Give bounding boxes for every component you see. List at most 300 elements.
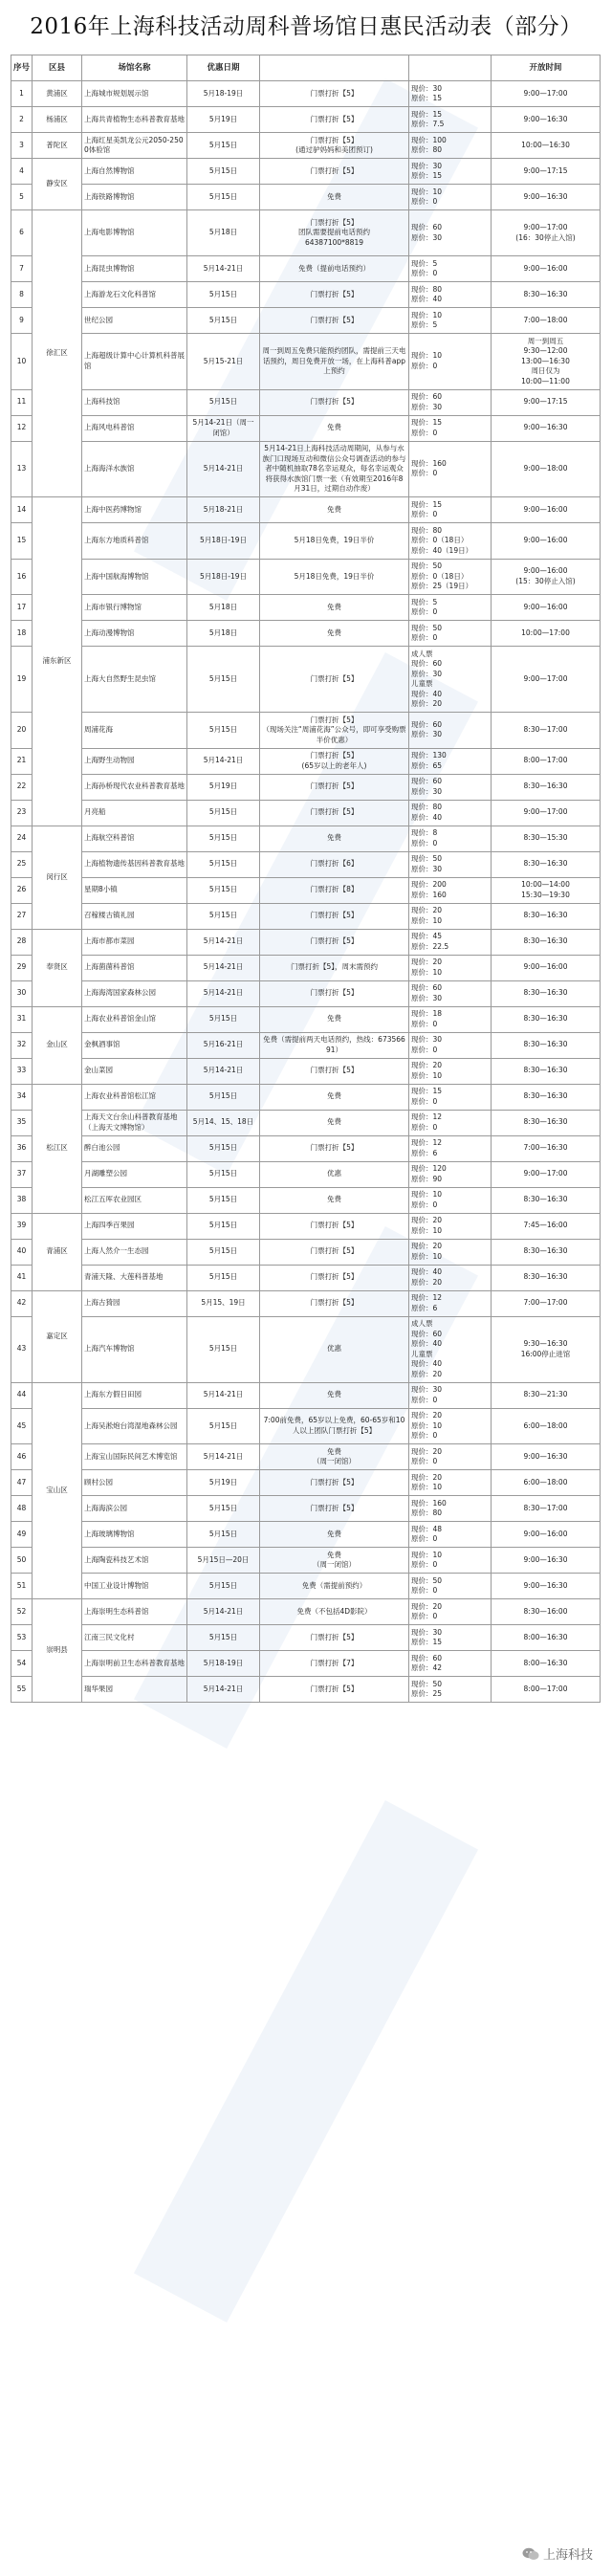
row-offer: 免费	[260, 1522, 409, 1548]
row-venue: 周浦花海	[82, 713, 187, 749]
row-price: 现价：60 原价：42	[409, 1651, 492, 1677]
row-number: 44	[11, 1382, 33, 1408]
row-venue: 上海电影博物馆	[82, 210, 187, 256]
row-date: 5月14-21日	[187, 1382, 260, 1408]
row-price: 现价：10 原价：0	[409, 1548, 492, 1574]
row-offer: 免费	[260, 1382, 409, 1408]
row-number: 52	[11, 1599, 33, 1625]
table-row	[11, 955, 601, 980]
row-price: 现价：20 原价：10	[409, 1213, 492, 1239]
row-date: 5月14-21日	[187, 1444, 260, 1470]
row-offer: 免费	[260, 415, 409, 441]
row-price: 现价：60 原价：30	[409, 713, 492, 749]
row-date: 5月18-21日	[187, 497, 260, 523]
row-venue: 世纪公园	[82, 308, 187, 334]
table-row	[11, 1496, 601, 1522]
row-price: 现价：50 原价：25	[409, 1677, 492, 1703]
row-date: 5月15日	[187, 1496, 260, 1522]
row-venue: 上海陶瓷科技艺术馆	[82, 1548, 187, 1574]
row-number: 53	[11, 1625, 33, 1651]
row-number: 25	[11, 851, 33, 877]
row-venue: 上海人然介一生态园	[82, 1239, 187, 1265]
table-row	[11, 980, 601, 1006]
row-number: 12	[11, 415, 33, 441]
row-offer: 优惠	[260, 1316, 409, 1382]
row-number: 3	[11, 133, 33, 159]
row-price: 现价：12 原价：6	[409, 1290, 492, 1316]
row-number: 23	[11, 800, 33, 826]
row-offer: 门票打折【5】 (通过驴妈妈和美团预订)	[260, 133, 409, 159]
row-offer: 门票打折【5】	[260, 159, 409, 185]
row-hours: 8:30—16:30	[492, 851, 601, 877]
row-offer: 门票打折【5】	[260, 107, 409, 133]
row-hours: 8:30—16:30	[492, 980, 601, 1006]
row-date: 5月15日	[187, 1084, 260, 1110]
row-date: 5月14-21日	[187, 1599, 260, 1625]
row-offer: 免费	[260, 1006, 409, 1032]
row-hours: 8:00—16:30	[492, 1625, 601, 1651]
row-price: 现价：5 原价：0	[409, 256, 492, 282]
header-district: 区县	[33, 55, 82, 81]
row-hours: 9:00—16:00	[492, 595, 601, 621]
row-venue: 上海游龙石文化科普馆	[82, 282, 187, 308]
row-district: 嘉定区	[33, 1290, 82, 1382]
row-number: 9	[11, 308, 33, 334]
row-hours: 9:00—16:30	[492, 1444, 601, 1470]
row-date: 5月15日	[187, 159, 260, 185]
row-venue: 上海红星美凯龙公元2050-2500体验馆	[82, 133, 187, 159]
row-venue: 上海农业科普馆松江馆	[82, 1084, 187, 1110]
table-row	[11, 1651, 601, 1677]
table-row	[11, 647, 601, 713]
row-hours: 8:30—16:00	[492, 1599, 601, 1625]
header-number: 序号	[11, 55, 33, 81]
row-hours: 8:30—16:30	[492, 1006, 601, 1032]
row-date: 5月14-21日	[187, 980, 260, 1006]
row-number: 14	[11, 497, 33, 523]
row-district: 杨浦区	[33, 107, 82, 133]
row-offer: 5月14-21日上海科技活动周期间，从参与水族门口现场互动和微信公众号调查活动的参与者中随机抽取78名幸运观众，每名幸运观众将获得水族馆门票一张（有效期至2016年8月31日，过期自动作废）	[260, 441, 409, 497]
row-number: 43	[11, 1316, 33, 1382]
row-hours: 8:00—17:00	[492, 748, 601, 774]
row-price: 现价：18 原价：0	[409, 1006, 492, 1032]
header-price	[409, 55, 492, 81]
row-number: 50	[11, 1548, 33, 1574]
row-venue: 上海自然博物馆	[82, 159, 187, 185]
row-venue: 顾村公园	[82, 1470, 187, 1496]
row-date: 5月18日	[187, 210, 260, 256]
row-number: 35	[11, 1110, 33, 1135]
row-venue: 月亮船	[82, 800, 187, 826]
row-venue: 上海天文台余山科普教育基地（上海天文博物馆）	[82, 1110, 187, 1135]
row-hours: 9:00—18:00	[492, 441, 601, 497]
row-number: 37	[11, 1161, 33, 1187]
row-hours: 8:30—17:00	[492, 1496, 601, 1522]
row-price: 现价：20 原价：10	[409, 1058, 492, 1084]
row-hours: 7:00—18:00	[492, 308, 601, 334]
table-row	[11, 1408, 601, 1444]
row-number: 17	[11, 595, 33, 621]
row-offer: 门票打折【5】	[260, 1265, 409, 1290]
table-row	[11, 1316, 601, 1382]
row-date: 5月18日-19日	[187, 559, 260, 595]
row-price: 现价：20 原价：10	[409, 903, 492, 929]
table-header-row	[11, 55, 601, 81]
row-hours: 8:30—15:30	[492, 826, 601, 851]
row-hours: 9:00—16:00	[492, 256, 601, 282]
row-district: 奉贤区	[33, 929, 82, 1006]
activity-table	[11, 55, 601, 1703]
row-offer: 门票打折【5】	[260, 1058, 409, 1084]
table-row	[11, 1239, 601, 1265]
row-date: 5月15日	[187, 647, 260, 713]
row-venue: 上海菌菌科普馆	[82, 955, 187, 980]
row-district: 普陀区	[33, 133, 82, 159]
row-number: 16	[11, 559, 33, 595]
row-number: 54	[11, 1651, 33, 1677]
row-number: 32	[11, 1032, 33, 1058]
table-row	[11, 133, 601, 159]
row-price: 现价：15 原价：0	[409, 415, 492, 441]
row-price: 现价：50 原价：0	[409, 621, 492, 647]
row-hours: 9:00—16:30	[492, 185, 601, 210]
row-number: 15	[11, 523, 33, 560]
row-price: 现价：60 原价：30	[409, 210, 492, 256]
row-date: 5月15日	[187, 308, 260, 334]
row-venue: 上海农业科普馆金山馆	[82, 1006, 187, 1032]
row-district: 金山区	[33, 1006, 82, 1084]
row-hours: 9:00—16:00	[492, 1522, 601, 1548]
row-number: 31	[11, 1006, 33, 1032]
row-hours: 8:30—21:30	[492, 1382, 601, 1408]
row-venue: 上海崇明前卫生态科普教育基地	[82, 1651, 187, 1677]
row-hours: 7:00—17:00	[492, 1290, 601, 1316]
row-number: 34	[11, 1084, 33, 1110]
row-price: 现价：20 原价：10	[409, 1470, 492, 1496]
row-price: 现价：8 原价：0	[409, 826, 492, 851]
row-hours: 8:00—17:00	[492, 1677, 601, 1703]
row-offer: 免费	[260, 1110, 409, 1135]
row-number: 7	[11, 256, 33, 282]
row-hours: 7:00—16:30	[492, 1135, 601, 1161]
row-price: 现价：50 原价：0	[409, 1574, 492, 1599]
row-date: 5月15日	[187, 1522, 260, 1548]
row-price: 现价：40 原价：20	[409, 1265, 492, 1290]
row-district: 浦东新区	[33, 497, 82, 826]
row-hours: 9:00—16:00	[492, 955, 601, 980]
row-venue: 金山菜园	[82, 1058, 187, 1084]
row-price: 现价：80 原价：40	[409, 800, 492, 826]
table-row	[11, 851, 601, 877]
row-number: 22	[11, 774, 33, 800]
row-price: 现价：10 原价：5	[409, 308, 492, 334]
table-row	[11, 1677, 601, 1703]
row-offer: 门票打折【5】 团队需要提前电话预约 64387100*8819	[260, 210, 409, 256]
row-venue: 上海大自然野生昆虫馆	[82, 647, 187, 713]
row-number: 48	[11, 1496, 33, 1522]
table-body	[11, 81, 601, 1703]
row-date: 5月15日	[187, 1161, 260, 1187]
row-hours: 10:00—16:30	[492, 133, 601, 159]
row-offer: 门票打折【5】	[260, 1213, 409, 1239]
table-row	[11, 389, 601, 415]
row-date: 5月15日	[187, 851, 260, 877]
row-number: 26	[11, 877, 33, 903]
row-number: 8	[11, 282, 33, 308]
row-number: 19	[11, 647, 33, 713]
row-date: 5月15日	[187, 713, 260, 749]
header-date: 优惠日期	[187, 55, 260, 81]
row-hours: 9:00—17:00	[492, 1161, 601, 1187]
row-venue: 月湖雕塑公园	[82, 1161, 187, 1187]
table-row	[11, 877, 601, 903]
row-price: 现价：30 原价：15	[409, 159, 492, 185]
row-price: 现价：20 原价：0	[409, 1444, 492, 1470]
footer-label: 上海科技	[542, 2548, 593, 2563]
row-number: 33	[11, 1058, 33, 1084]
row-offer: 门票打折【5】	[260, 903, 409, 929]
page-title: 2016年上海科技活动周科普场馆日惠民活动表（部分）	[30, 14, 582, 39]
table-row	[11, 713, 601, 749]
row-price: 现价：30 原价：15	[409, 1625, 492, 1651]
row-number: 5	[11, 185, 33, 210]
row-hours: 9:00—17:00	[492, 647, 601, 713]
row-price: 现价：15 原价：7.5	[409, 107, 492, 133]
row-price: 现价：120 原价：90	[409, 1161, 492, 1187]
row-number: 40	[11, 1239, 33, 1265]
row-hours: 9:00—16:30	[492, 415, 601, 441]
row-number: 38	[11, 1187, 33, 1213]
row-date: 5月14-21日	[187, 1058, 260, 1084]
row-number: 46	[11, 1444, 33, 1470]
row-number: 6	[11, 210, 33, 256]
row-date: 5月15日	[187, 1574, 260, 1599]
table-row	[11, 334, 601, 390]
row-venue: 上海海湾国家森林公园	[82, 980, 187, 1006]
row-number: 29	[11, 955, 33, 980]
table-row	[11, 621, 601, 647]
row-price: 现价：160 原价：80	[409, 1496, 492, 1522]
row-date: 5月18-19日	[187, 1651, 260, 1677]
table-row	[11, 1625, 601, 1651]
row-hours: 9:00—16:00	[492, 523, 601, 560]
row-venue: 上海科技馆	[82, 389, 187, 415]
row-venue: 上海航空科普馆	[82, 826, 187, 851]
row-price: 现价：5 原价：0	[409, 595, 492, 621]
row-date: 5月19日	[187, 774, 260, 800]
row-venue: 上海野生动物园	[82, 748, 187, 774]
row-venue: 上海东方假日田园	[82, 1382, 187, 1408]
row-date: 5月19日	[187, 107, 260, 133]
table-row	[11, 800, 601, 826]
row-venue: 上海汽车博物馆	[82, 1316, 187, 1382]
row-date: 5月15日	[187, 1213, 260, 1239]
table-row	[11, 826, 601, 851]
row-date: 5月16-21日	[187, 1032, 260, 1058]
row-venue: 上海市都市菜园	[82, 929, 187, 955]
row-venue: 上海超级计算中心计算机科普展馆	[82, 334, 187, 390]
row-price: 现价：45 原价：22.5	[409, 929, 492, 955]
row-date: 5月15日	[187, 133, 260, 159]
row-offer: 免费（需提前预约）	[260, 1574, 409, 1599]
row-venue: 松江五厍农业园区	[82, 1187, 187, 1213]
table-row	[11, 1599, 601, 1625]
row-hours: 8:30—16:30	[492, 1110, 601, 1135]
row-date: 5月15日	[187, 800, 260, 826]
row-hours: 8:30—16:30	[492, 929, 601, 955]
row-district: 宝山区	[33, 1382, 82, 1599]
header-offer	[260, 55, 409, 81]
row-hours: 9:30—16:30 16:00停止进馆	[492, 1316, 601, 1382]
row-number: 49	[11, 1522, 33, 1548]
row-offer: 门票打折【5】	[260, 1470, 409, 1496]
table-row	[11, 748, 601, 774]
table-row	[11, 1110, 601, 1135]
row-hours: 9:00—17:00	[492, 800, 601, 826]
row-date: 5月14-21日	[187, 1677, 260, 1703]
row-date: 5月15、19日	[187, 1290, 260, 1316]
row-hours: 9:00—17:15	[492, 389, 601, 415]
row-offer: 门票打折【5】	[260, 1135, 409, 1161]
row-venue: 上海中国航海博物馆	[82, 559, 187, 595]
row-offer: 优惠	[260, 1161, 409, 1187]
table-row	[11, 81, 601, 107]
row-venue: 上海城市规划展示馆	[82, 81, 187, 107]
row-price: 现价：100 原价：80	[409, 133, 492, 159]
row-offer: 免费	[260, 185, 409, 210]
row-price: 现价：30 原价：0	[409, 1032, 492, 1058]
row-venue: 召稼楼古镇礼园	[82, 903, 187, 929]
row-offer: 免费	[260, 497, 409, 523]
row-price: 现价：10 原价：0	[409, 185, 492, 210]
row-venue: 中国工业设计博物馆	[82, 1574, 187, 1599]
table-row	[11, 1548, 601, 1574]
row-date: 5月15-21日	[187, 334, 260, 390]
row-hours: 9:00—16:00 (15：30停止入馆)	[492, 559, 601, 595]
row-date: 5月14-21日	[187, 748, 260, 774]
row-offer: 免费（提前电话预约）	[260, 256, 409, 282]
row-venue: 江南三民文化村	[82, 1625, 187, 1651]
table-row	[11, 1574, 601, 1599]
row-hours: 9:00—16:30	[492, 1574, 601, 1599]
row-offer: 免费	[260, 595, 409, 621]
row-venue: 上海中医药博物馆	[82, 497, 187, 523]
row-number: 24	[11, 826, 33, 851]
table-row	[11, 1161, 601, 1187]
row-price: 现价：20 原价：10	[409, 1239, 492, 1265]
row-venue: 上海风电科普馆	[82, 415, 187, 441]
row-price: 现价：50 原价：30	[409, 851, 492, 877]
row-offer: 免费	[260, 1084, 409, 1110]
row-venue: 金枫酒事馆	[82, 1032, 187, 1058]
table-row	[11, 159, 601, 185]
row-number: 42	[11, 1290, 33, 1316]
row-number: 45	[11, 1408, 33, 1444]
row-number: 10	[11, 334, 33, 390]
table-row	[11, 1058, 601, 1084]
row-date: 5月15日	[187, 1265, 260, 1290]
table-row	[11, 1522, 601, 1548]
row-hours: 9:00—16:30	[492, 1548, 601, 1574]
row-date: 5月14、15、18日	[187, 1110, 260, 1135]
row-price: 现价：60 原价：30	[409, 389, 492, 415]
row-date: 5月14-21日	[187, 929, 260, 955]
row-price: 现价：80 原价：0（18日） 原价：40（19日）	[409, 523, 492, 560]
row-price: 现价：15 原价：0	[409, 1084, 492, 1110]
row-venue: 上海海滨公园	[82, 1496, 187, 1522]
row-offer: 门票打折【6】	[260, 851, 409, 877]
row-hours: 6:00—18:00	[492, 1470, 601, 1496]
row-offer: 5月18日免费，19日半价	[260, 523, 409, 560]
row-hours: 9:00—17:15	[492, 159, 601, 185]
row-offer: 门票打折【5】	[260, 81, 409, 107]
row-date: 5月14-21日	[187, 441, 260, 497]
table-row	[11, 1382, 601, 1408]
row-price: 成人票 现价：60 原价：30 儿童票 现价：40 原价：20	[409, 647, 492, 713]
table-row	[11, 441, 601, 497]
row-number: 36	[11, 1135, 33, 1161]
row-offer: 门票打折【5】	[260, 647, 409, 713]
row-number: 1	[11, 81, 33, 107]
row-date: 5月18日	[187, 595, 260, 621]
row-date: 5月15日	[187, 877, 260, 903]
row-number: 11	[11, 389, 33, 415]
row-offer: 门票打折【5】	[260, 1625, 409, 1651]
row-venue: 上海铁路博物馆	[82, 185, 187, 210]
row-venue: 上海海洋水族馆	[82, 441, 187, 497]
row-price: 现价：60 原价：30	[409, 980, 492, 1006]
row-venue: 上海四季百果园	[82, 1213, 187, 1239]
row-price: 现价：48 原价：0	[409, 1522, 492, 1548]
row-hours: 9:00—16:00	[492, 497, 601, 523]
row-date: 5月15日	[187, 185, 260, 210]
row-hours: 8:30—16:30	[492, 1239, 601, 1265]
row-hours: 8:00—16:30	[492, 1651, 601, 1677]
row-price: 现价：160 原价：0	[409, 441, 492, 497]
row-price: 现价：20 原价：10	[409, 955, 492, 980]
table-row	[11, 774, 601, 800]
row-venue: 上海东方地质科普馆	[82, 523, 187, 560]
row-venue: 上海市银行博物馆	[82, 595, 187, 621]
row-price: 现价：30 原价：0	[409, 1382, 492, 1408]
row-number: 2	[11, 107, 33, 133]
row-number: 41	[11, 1265, 33, 1290]
row-date: 5月18-19日	[187, 81, 260, 107]
row-price: 现价：12 原价：0	[409, 1110, 492, 1135]
row-number: 55	[11, 1677, 33, 1703]
row-price: 现价：12 原价：6	[409, 1135, 492, 1161]
row-offer: 门票打折【5】	[260, 1239, 409, 1265]
row-price: 现价：10 原价：0	[409, 334, 492, 390]
row-date: 5月14-21日	[187, 256, 260, 282]
row-price: 现价：80 原价：40	[409, 282, 492, 308]
row-offer: 门票打折【5】	[260, 1496, 409, 1522]
row-number: 30	[11, 980, 33, 1006]
row-hours: 7:45—16:00	[492, 1213, 601, 1239]
row-offer: 门票打折【5】	[260, 1290, 409, 1316]
row-date: 5月15日	[187, 282, 260, 308]
row-date: 5月15日	[187, 1408, 260, 1444]
row-price: 现价：15 原价：0	[409, 497, 492, 523]
row-offer: 门票打折【7】	[260, 1651, 409, 1677]
table-row	[11, 1135, 601, 1161]
header-hours: 开放时间	[492, 55, 601, 81]
row-date: 5月19日	[187, 1470, 260, 1496]
row-price: 现价：50 原价：0（18日） 原价：25（19日）	[409, 559, 492, 595]
table-row	[11, 595, 601, 621]
row-number: 47	[11, 1470, 33, 1496]
table-row	[11, 1290, 601, 1316]
